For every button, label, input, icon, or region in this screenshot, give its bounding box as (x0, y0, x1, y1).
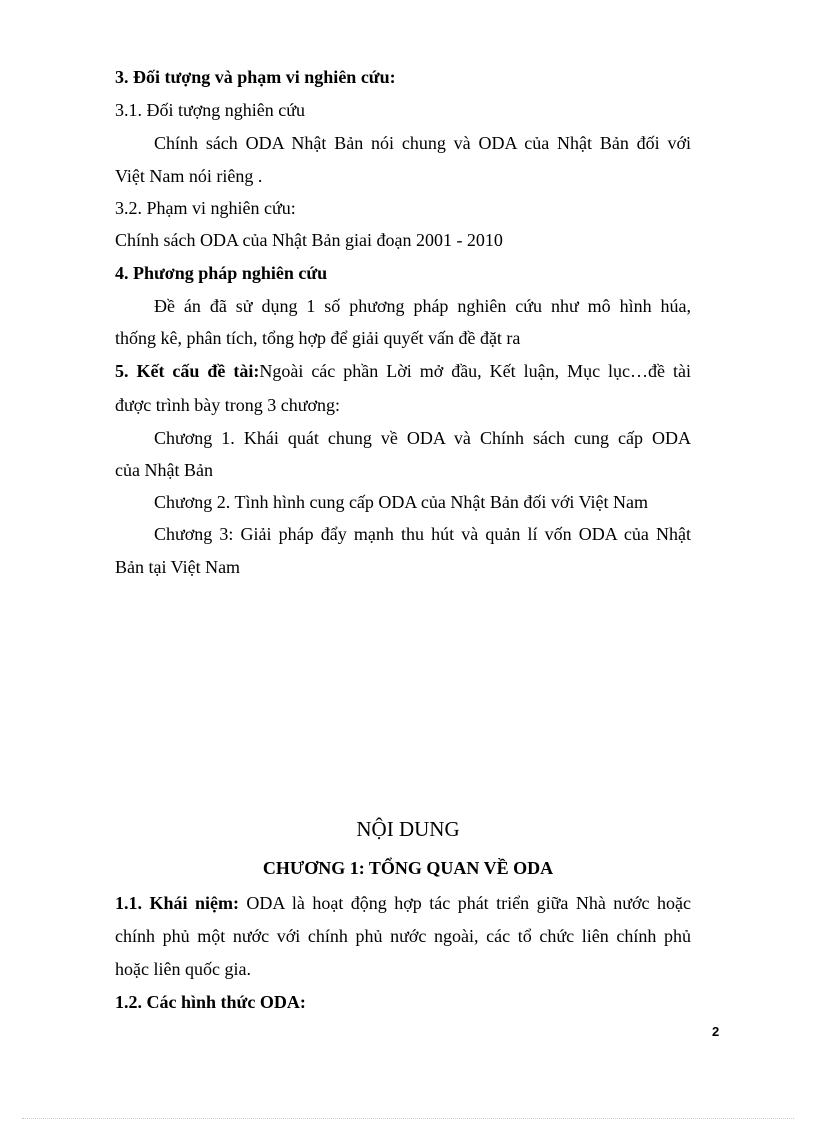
section-1-1-line-2: chính phủ một nước với chính phủ nước ngoài, các tổ chức liên chính phủ (115, 926, 691, 946)
section-5-paragraph-line-1 (115, 359, 691, 383)
section-4-heading: 4. Phương pháp nghiên cứu (115, 263, 328, 283)
section-3-2-text: Chính sách ODA của Nhật Bản giai đoạn 2001 - 2010 (115, 230, 503, 250)
chapter-3-line-2: Bản tại Việt Nam (115, 557, 241, 577)
section-4-text-line-2: thống kê, phân tích, tổng hợp để giải quyết vấn đề đặt ra (115, 328, 521, 348)
chapter-1-line-2: của Nhật Bản (115, 460, 213, 480)
section-5-heading: 5. Kết cấu đề tài: (115, 361, 260, 381)
section-3-1-text-line-2: Việt Nam nói riêng . (115, 166, 263, 186)
page-bottom-divider (22, 1118, 794, 1119)
section-5-text: Ngoài các phần Lời mở đầu, Kết luận, Mục lục…đề tài (259, 361, 691, 381)
section-1-1-label: 1.1. Khái niệm: (115, 893, 239, 913)
section-1-1-line-1 (115, 891, 691, 915)
chapter-2-line: Chương 2. Tình hình cung cấp ODA của Nhật Bản đối với Việt Nam (154, 492, 648, 512)
chapter-title: CHƯƠNG 1: TỔNG QUAN VỀ ODA (262, 858, 554, 878)
section-1-2-heading: 1.2. Các hình thức ODA: (115, 992, 306, 1012)
section-1-1-line-3: hoặc liên quốc gia. (115, 959, 251, 979)
section-5-text-line-2: được trình bày trong 3 chương: (115, 395, 341, 415)
section-4-text-line-1: Đề án đã sử dụng 1 số phương pháp nghiên cứu như mô hình húa, (154, 296, 691, 316)
section-3-1-heading: 3.1. Đối tượng nghiên cứu (115, 100, 306, 120)
chapter-3-line-1: Chương 3: Giải pháp đẩy mạnh thu hút và quản lí vốn ODA của Nhật (154, 524, 691, 544)
section-3-2-heading: 3.2. Phạm vi nghiên cứu: (115, 198, 296, 218)
page-number: 2 (712, 1024, 720, 1039)
content-title: NỘI DUNG (356, 817, 460, 841)
section-3-heading: 3. Đối tượng và phạm vi nghiên cứu: (115, 67, 396, 87)
section-1-1-text: ODA là hoạt động hợp tác phát triển giữa Nhà nước hoặc (238, 893, 691, 913)
section-3-1-text-line-1: Chính sách ODA Nhật Bản nói chung và ODA của Nhật Bản đối với (154, 133, 691, 153)
chapter-1-line-1: Chương 1. Khái quát chung về ODA và Chính sách cung cấp ODA (154, 428, 691, 448)
